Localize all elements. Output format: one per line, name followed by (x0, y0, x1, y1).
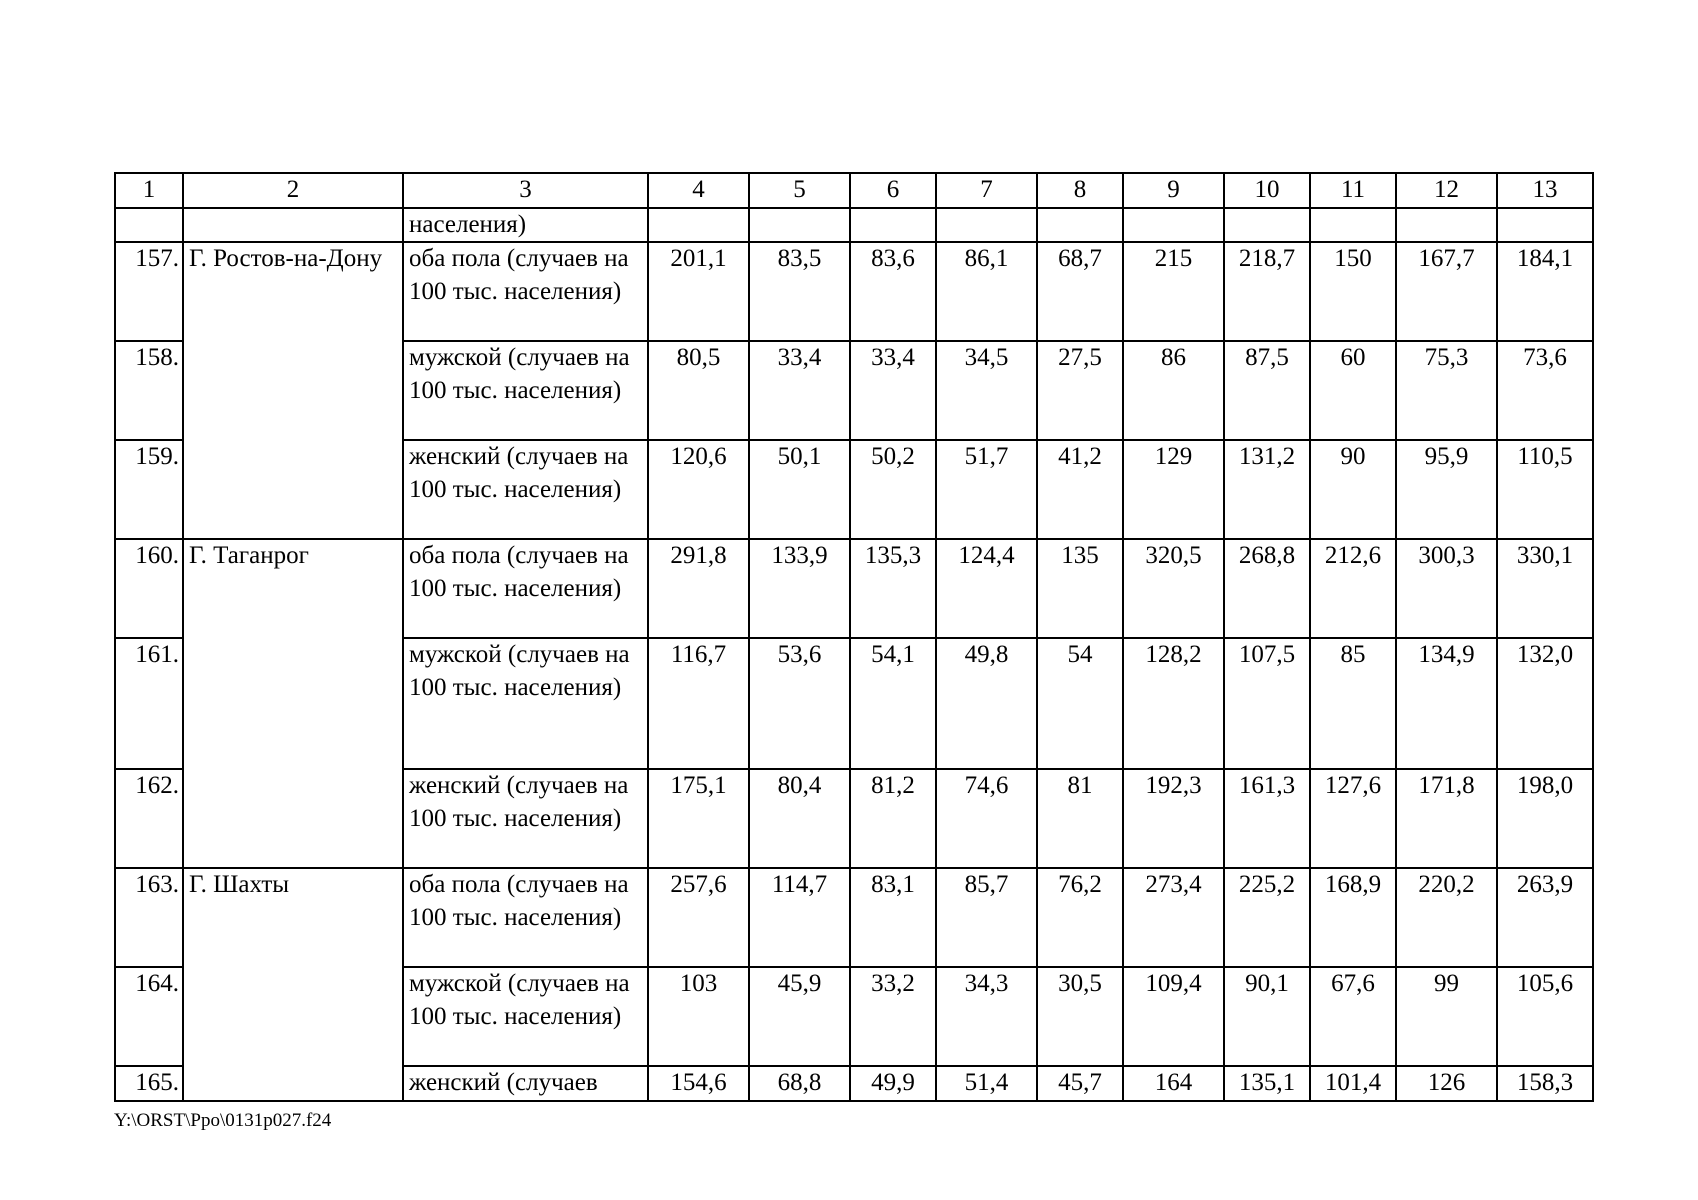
value-cell: 27,5 (1037, 341, 1123, 440)
column-header: 7 (936, 173, 1037, 208)
value-cell: 184,1 (1497, 242, 1593, 341)
city-cell (183, 208, 403, 243)
value-cell: 53,6 (749, 638, 850, 769)
value-cell: 215 (1123, 242, 1224, 341)
value-cell: 30,5 (1037, 967, 1123, 1066)
value-cell: 34,5 (936, 341, 1037, 440)
value-cell: 85,7 (936, 868, 1037, 967)
value-cell: 171,8 (1396, 769, 1497, 868)
value-cell: 99 (1396, 967, 1497, 1066)
table-row (115, 868, 1593, 967)
value-cell (850, 208, 936, 243)
value-cell: 135,3 (850, 539, 936, 638)
row-number-cell: 164. (115, 967, 183, 1066)
value-cell: 76,2 (1037, 868, 1123, 967)
value-cell: 51,7 (936, 440, 1037, 539)
description-cell: мужской (случаев на 100 тыс. населения) (403, 638, 648, 769)
value-cell: 268,8 (1224, 539, 1310, 638)
value-cell: 54,1 (850, 638, 936, 769)
value-cell: 33,4 (749, 341, 850, 440)
value-cell: 134,9 (1396, 638, 1497, 769)
value-cell: 103 (648, 967, 749, 1066)
value-cell: 135,1 (1224, 1066, 1310, 1101)
value-cell: 68,7 (1037, 242, 1123, 341)
value-cell: 300,3 (1396, 539, 1497, 638)
value-cell: 107,5 (1224, 638, 1310, 769)
value-cell: 85 (1310, 638, 1396, 769)
row-number-cell (115, 208, 183, 243)
value-cell: 75,3 (1396, 341, 1497, 440)
value-cell: 218,7 (1224, 242, 1310, 341)
description-cell: мужской (случаев на 100 тыс. населения) (403, 341, 648, 440)
column-header: 5 (749, 173, 850, 208)
value-cell: 158,3 (1497, 1066, 1593, 1101)
value-cell: 110,5 (1497, 440, 1593, 539)
column-header: 2 (183, 173, 403, 208)
value-cell: 212,6 (1310, 539, 1396, 638)
value-cell: 291,8 (648, 539, 749, 638)
value-cell: 320,5 (1123, 539, 1224, 638)
value-cell: 135 (1037, 539, 1123, 638)
value-cell (936, 208, 1037, 243)
value-cell: 81,2 (850, 769, 936, 868)
value-cell: 90 (1310, 440, 1396, 539)
value-cell: 263,9 (1497, 868, 1593, 967)
value-cell: 225,2 (1224, 868, 1310, 967)
value-cell: 45,7 (1037, 1066, 1123, 1101)
value-cell (749, 208, 850, 243)
value-cell: 45,9 (749, 967, 850, 1066)
value-cell: 120,6 (648, 440, 749, 539)
value-cell: 86 (1123, 341, 1224, 440)
value-cell (1224, 208, 1310, 243)
data-table (114, 172, 1594, 1102)
column-header: 11 (1310, 173, 1396, 208)
value-cell: 80,4 (749, 769, 850, 868)
value-cell: 67,6 (1310, 967, 1396, 1066)
city-cell: Г. Шахты (183, 868, 403, 1101)
value-cell: 90,1 (1224, 967, 1310, 1066)
description-cell: оба пола (случаев на 100 тыс. населения) (403, 868, 648, 967)
column-header: 3 (403, 173, 648, 208)
value-cell: 74,6 (936, 769, 1037, 868)
value-cell: 131,2 (1224, 440, 1310, 539)
value-cell: 83,1 (850, 868, 936, 967)
row-number-cell: 157. (115, 242, 183, 341)
value-cell: 161,3 (1224, 769, 1310, 868)
description-cell: женский (случаев на 100 тыс. населения) (403, 440, 648, 539)
value-cell (1123, 208, 1224, 243)
column-header: 4 (648, 173, 749, 208)
value-cell: 133,9 (749, 539, 850, 638)
value-cell: 83,6 (850, 242, 936, 341)
value-cell: 50,1 (749, 440, 850, 539)
value-cell: 124,4 (936, 539, 1037, 638)
value-cell: 80,5 (648, 341, 749, 440)
description-cell: мужской (случаев на 100 тыс. населения) (403, 967, 648, 1066)
value-cell (1037, 208, 1123, 243)
value-cell: 201,1 (648, 242, 749, 341)
value-cell: 175,1 (648, 769, 749, 868)
value-cell: 60 (1310, 341, 1396, 440)
value-cell: 54 (1037, 638, 1123, 769)
value-cell: 273,4 (1123, 868, 1224, 967)
value-cell: 192,3 (1123, 769, 1224, 868)
value-cell: 167,7 (1396, 242, 1497, 341)
value-cell: 198,0 (1497, 769, 1593, 868)
value-cell: 128,2 (1123, 638, 1224, 769)
value-cell: 101,4 (1310, 1066, 1396, 1101)
value-cell: 257,6 (648, 868, 749, 967)
description-cell: населения) (403, 208, 648, 243)
value-cell: 83,5 (749, 242, 850, 341)
row-number-cell: 160. (115, 539, 183, 638)
value-cell: 164 (1123, 1066, 1224, 1101)
column-header: 6 (850, 173, 936, 208)
city-cell: Г. Ростов-на-Дону (183, 242, 403, 539)
value-cell: 73,6 (1497, 341, 1593, 440)
value-cell (1310, 208, 1396, 243)
column-header: 1 (115, 173, 183, 208)
header-row (115, 173, 1593, 208)
value-cell: 68,8 (749, 1066, 850, 1101)
value-cell: 51,4 (936, 1066, 1037, 1101)
value-cell: 150 (1310, 242, 1396, 341)
description-cell: женский (случаев (403, 1066, 648, 1101)
value-cell: 109,4 (1123, 967, 1224, 1066)
value-cell: 105,6 (1497, 967, 1593, 1066)
value-cell: 41,2 (1037, 440, 1123, 539)
value-cell: 50,2 (850, 440, 936, 539)
value-cell: 86,1 (936, 242, 1037, 341)
row-number-cell: 161. (115, 638, 183, 769)
value-cell: 87,5 (1224, 341, 1310, 440)
value-cell: 49,9 (850, 1066, 936, 1101)
column-header: 13 (1497, 173, 1593, 208)
value-cell: 129 (1123, 440, 1224, 539)
value-cell: 126 (1396, 1066, 1497, 1101)
description-cell: оба пола (случаев на 100 тыс. населения) (403, 539, 648, 638)
column-header: 12 (1396, 173, 1497, 208)
value-cell: 33,4 (850, 341, 936, 440)
value-cell: 49,8 (936, 638, 1037, 769)
value-cell: 132,0 (1497, 638, 1593, 769)
file-path-footer: Y:\ORST\Ppo\0131p027.f24 (114, 1110, 332, 1131)
column-header: 10 (1224, 173, 1310, 208)
table-row (115, 242, 1593, 341)
value-cell: 127,6 (1310, 769, 1396, 868)
value-cell: 154,6 (648, 1066, 749, 1101)
description-cell: оба пола (случаев на 100 тыс. населения) (403, 242, 648, 341)
value-cell (648, 208, 749, 243)
value-cell: 220,2 (1396, 868, 1497, 967)
value-cell: 81 (1037, 769, 1123, 868)
continuation-row (115, 208, 1593, 243)
row-number-cell: 165. (115, 1066, 183, 1101)
value-cell: 168,9 (1310, 868, 1396, 967)
value-cell (1396, 208, 1497, 243)
value-cell: 33,2 (850, 967, 936, 1066)
description-cell: женский (случаев на 100 тыс. населения) (403, 769, 648, 868)
value-cell: 34,3 (936, 967, 1037, 1066)
row-number-cell: 162. (115, 769, 183, 868)
value-cell: 95,9 (1396, 440, 1497, 539)
column-header: 8 (1037, 173, 1123, 208)
column-header: 9 (1123, 173, 1224, 208)
row-number-cell: 163. (115, 868, 183, 967)
table-row (115, 539, 1593, 638)
value-cell: 114,7 (749, 868, 850, 967)
value-cell: 116,7 (648, 638, 749, 769)
value-cell (1497, 208, 1593, 243)
city-cell: Г. Таганрог (183, 539, 403, 868)
value-cell: 330,1 (1497, 539, 1593, 638)
row-number-cell: 159. (115, 440, 183, 539)
row-number-cell: 158. (115, 341, 183, 440)
